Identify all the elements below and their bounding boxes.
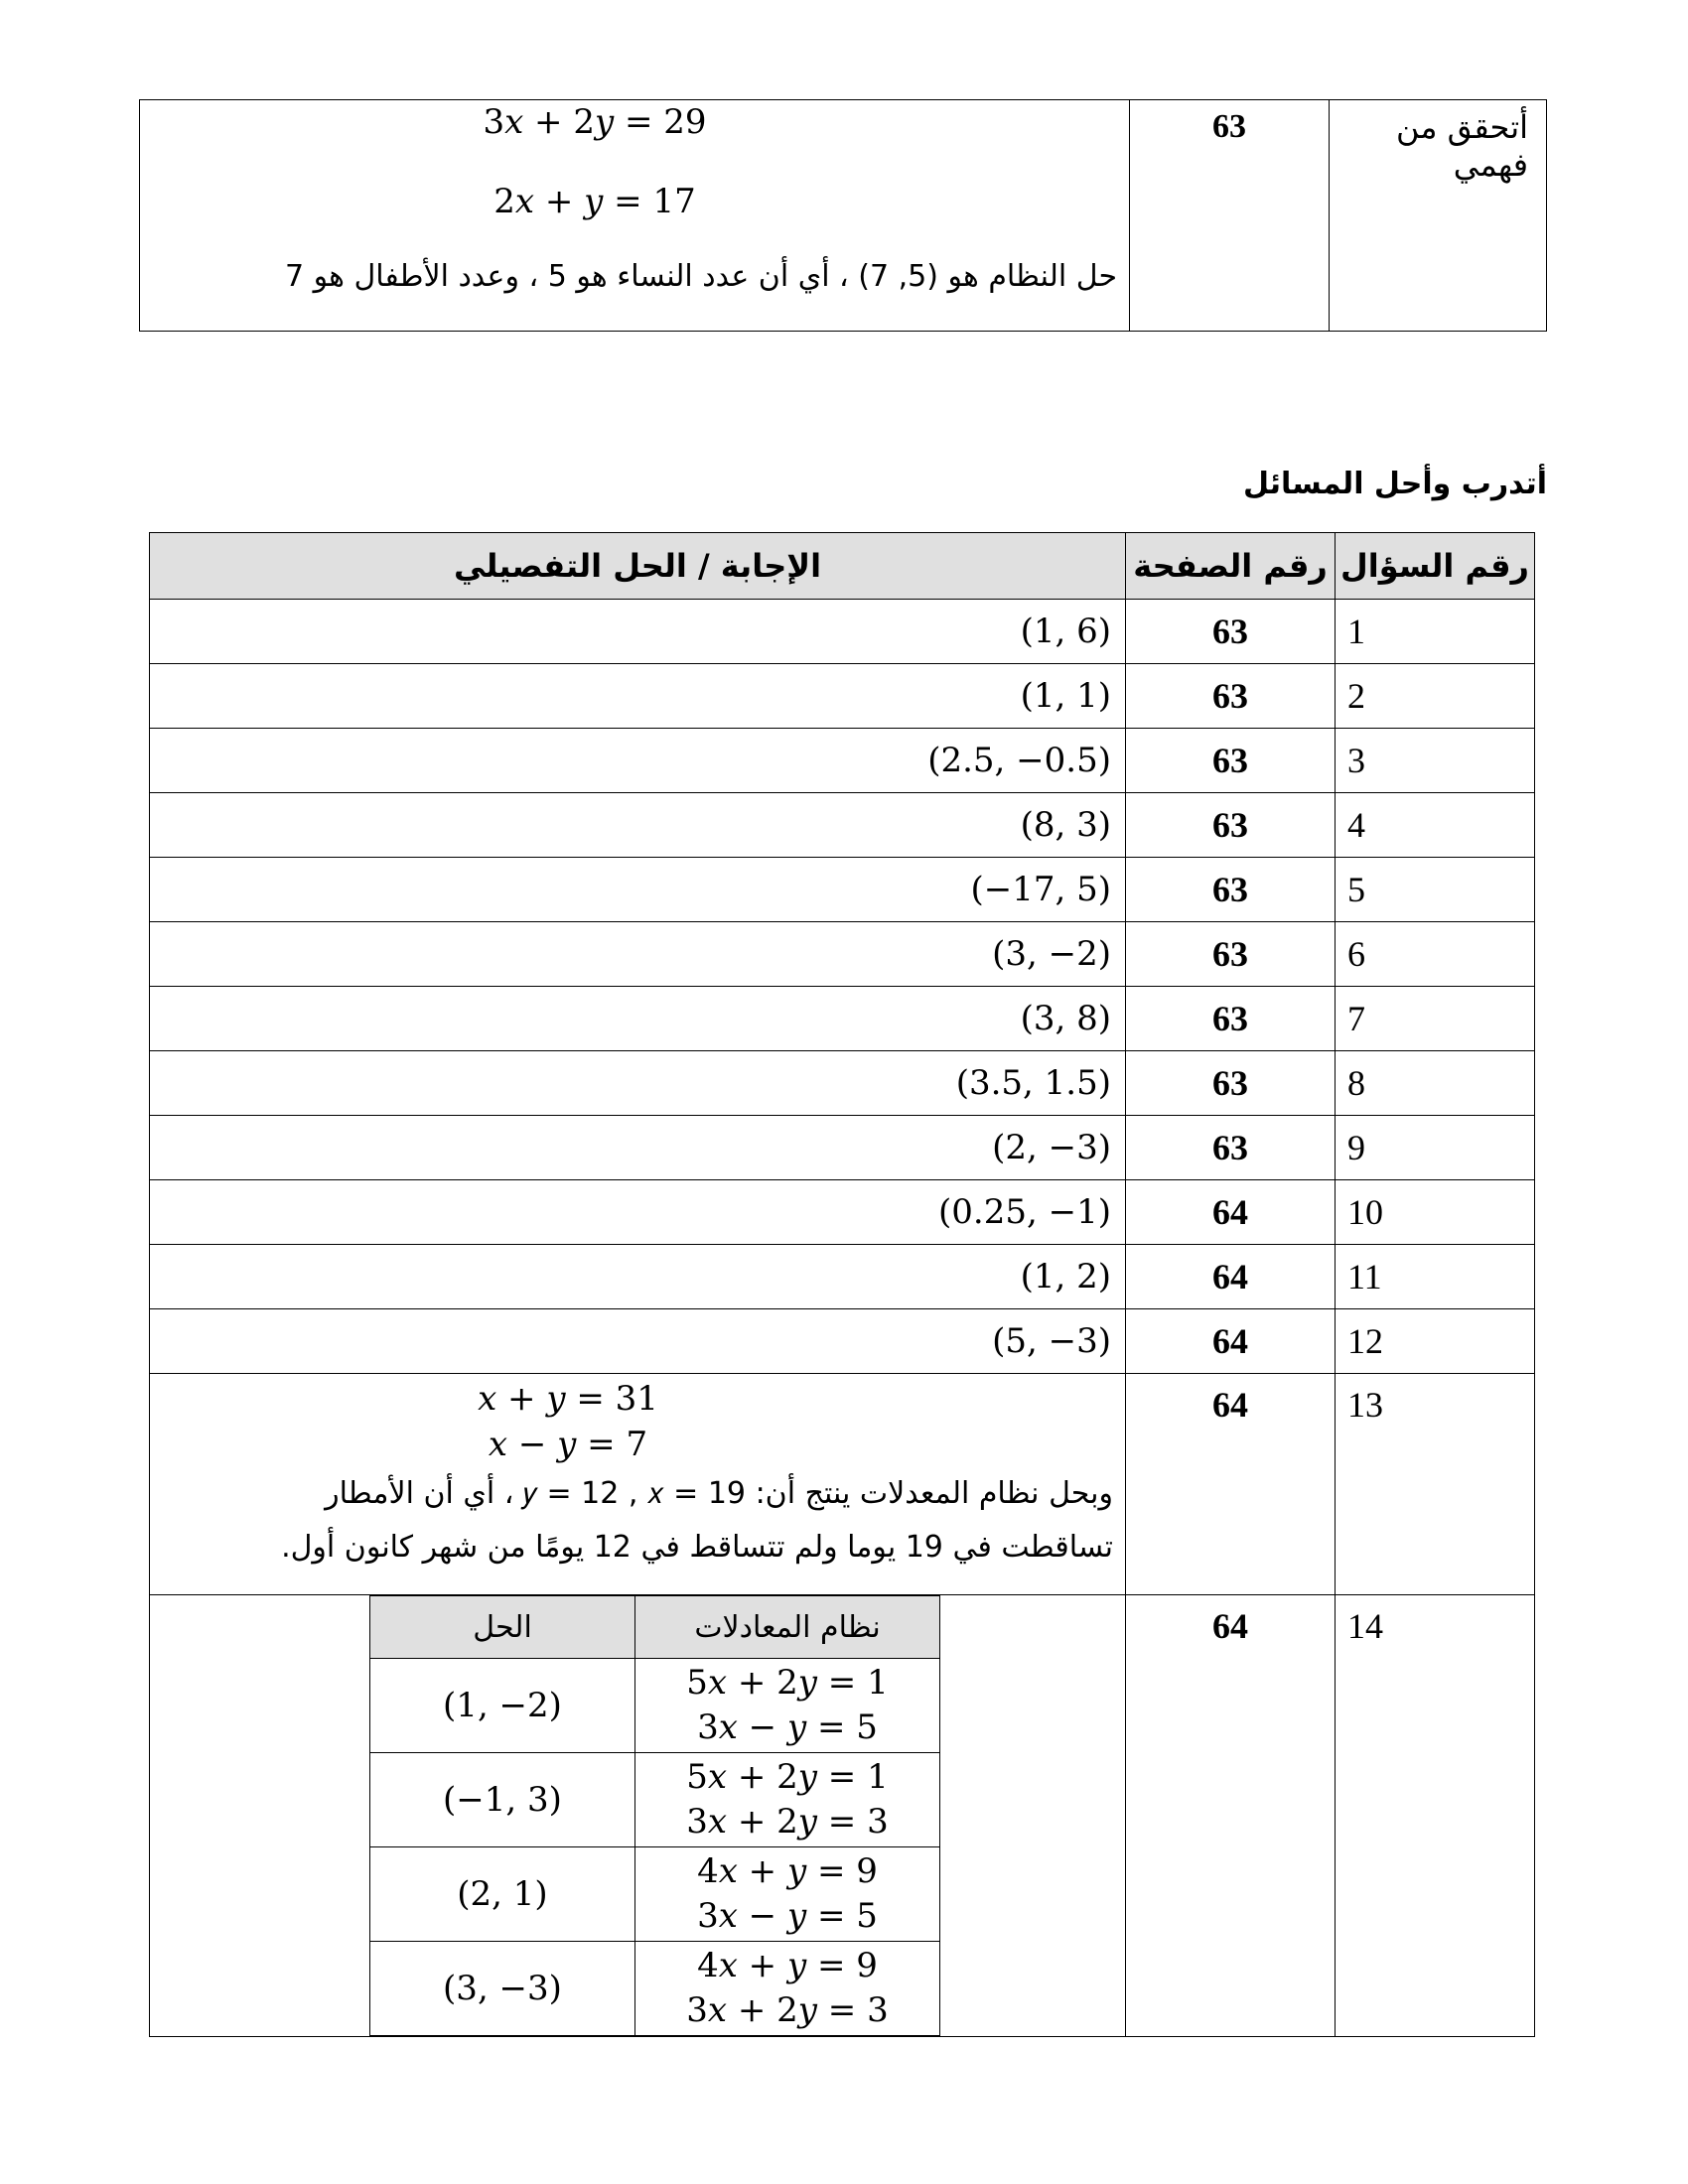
answer-cell <box>150 1595 1126 2037</box>
table-row <box>150 1051 1535 1116</box>
sub-header-row <box>370 1596 940 1659</box>
page-number: 63 <box>1126 1116 1336 1180</box>
question-number: 1 <box>1336 600 1535 664</box>
table-header-row <box>150 533 1535 600</box>
equation: 5𝑥 + 2𝑦 = 1 <box>686 1757 889 1797</box>
answer-cell <box>150 1374 1126 1595</box>
header-question-number: رقم السؤال <box>1336 533 1535 600</box>
answer: (5, −3) <box>150 1309 1126 1374</box>
header-page-number: رقم الصفحة <box>1126 533 1336 600</box>
page-number: 64 <box>1126 1309 1336 1374</box>
solution-line-2: تساقطت في 19 يوما ولم تتساقط في 12 يومًا من شهر كانون أول. <box>281 1530 1113 1565</box>
system-row <box>370 1942 940 2036</box>
header-system: نظام المعادلات <box>635 1596 940 1659</box>
question-number: 14 <box>1336 1595 1535 2037</box>
page-number: 63 <box>1126 858 1336 922</box>
answer: (3, 8) <box>150 987 1126 1051</box>
system-solution: (2, 1) <box>370 1847 635 1942</box>
table-row <box>150 664 1535 729</box>
equation: 3𝑥 − 𝑦 = 5 <box>697 1896 878 1936</box>
table-row <box>150 729 1535 793</box>
answer-cell <box>140 100 1130 332</box>
page-number: 63 <box>1126 664 1336 729</box>
answer: (3, −2) <box>150 922 1126 987</box>
equation: 3𝑥 + 2𝑦 = 3 <box>686 1802 889 1842</box>
table-row-13 <box>150 1374 1535 1595</box>
systems-table <box>369 1595 940 2036</box>
question-number: 5 <box>1336 858 1535 922</box>
equation: 3𝑥 − 𝑦 = 5 <box>697 1707 878 1747</box>
header-solution: الحل <box>370 1596 635 1659</box>
equation-1: 𝑥 + 𝑦 = 31 <box>478 1379 658 1419</box>
question-number: 8 <box>1336 1051 1535 1116</box>
question-number: 12 <box>1336 1309 1535 1374</box>
question-number: 3 <box>1336 729 1535 793</box>
answer: (0.25, −1) <box>150 1180 1126 1245</box>
answer: (1, 6) <box>150 600 1126 664</box>
question-number: 4 <box>1336 793 1535 858</box>
answer: (1, 1) <box>150 664 1126 729</box>
equation-2: 𝑥 − 𝑦 = 7 <box>488 1425 648 1464</box>
table-row <box>150 987 1535 1051</box>
header-answer: الإجابة / الحل التفصيلي <box>150 533 1126 600</box>
page-number: 64 <box>1126 1180 1336 1245</box>
answer: (8, 3) <box>150 793 1126 858</box>
answer: (2, −3) <box>150 1116 1126 1180</box>
equation: 5𝑥 + 2𝑦 = 1 <box>686 1663 889 1703</box>
page-number: 64 <box>1126 1595 1336 2037</box>
question-number: 7 <box>1336 987 1535 1051</box>
system-equations <box>635 1659 940 1753</box>
system-equations <box>635 1942 940 2036</box>
question-number: 9 <box>1336 1116 1535 1180</box>
page-number: 63 <box>1126 987 1336 1051</box>
question-number: 6 <box>1336 922 1535 987</box>
table-row <box>150 793 1535 858</box>
equation: 3𝑥 + 2𝑦 = 3 <box>686 1990 889 2030</box>
equation-1: 3𝑥 + 2𝑦 = 29 <box>483 102 707 142</box>
system-row <box>370 1753 940 1847</box>
page-number: 63 <box>1126 600 1336 664</box>
page-number: 63 <box>1126 793 1336 858</box>
section-heading: أتدرب وأحل المسائل <box>1242 467 1547 501</box>
check-understanding-row <box>140 100 1547 332</box>
system-solution: (−1, 3) <box>370 1753 635 1847</box>
question-number: 11 <box>1336 1245 1535 1309</box>
answer: (2.5, −0.5) <box>150 729 1126 793</box>
answer: (1, 2) <box>150 1245 1126 1309</box>
table-row <box>150 600 1535 664</box>
answer: (3.5, 1.5) <box>150 1051 1126 1116</box>
table-row <box>150 1116 1535 1180</box>
system-solution: (1, −2) <box>370 1659 635 1753</box>
system-equations <box>635 1753 940 1847</box>
page-number: 63 <box>1126 1051 1336 1116</box>
page-number: 63 <box>1126 729 1336 793</box>
table-row <box>150 858 1535 922</box>
page-number: 63 <box>1130 100 1330 332</box>
page-number: 63 <box>1126 922 1336 987</box>
check-understanding-table <box>139 99 1547 332</box>
page-number: 64 <box>1126 1374 1336 1595</box>
equation-2: 2𝑥 + 𝑦 = 17 <box>493 182 696 221</box>
check-understanding-label: أتحقق من فهمي <box>1330 100 1547 332</box>
table-row <box>150 1180 1535 1245</box>
question-number: 10 <box>1336 1180 1535 1245</box>
page-number: 64 <box>1126 1245 1336 1309</box>
table-row <box>150 1245 1535 1309</box>
table-row-14 <box>150 1595 1535 2037</box>
system-row <box>370 1659 940 1753</box>
equation: 4𝑥 + 𝑦 = 9 <box>697 1946 878 1985</box>
system-solution: (3, −3) <box>370 1942 635 2036</box>
question-number: 13 <box>1336 1374 1535 1595</box>
solution-line-1: وبحل نظام المعدلات ينتج أن: 𝑦 = 12 , 𝑥 = 19 ، أي أن الأمطار <box>325 1476 1113 1511</box>
table-row <box>150 922 1535 987</box>
solution-sentence: حل النظام هو (5, 7) ، أي أن عدد النساء هو 5 ، وعدد الأطفال هو 7 <box>284 259 1117 294</box>
system-equations <box>635 1847 940 1942</box>
equation: 4𝑥 + 𝑦 = 9 <box>697 1851 878 1891</box>
exercises-table <box>149 532 1535 2037</box>
answer: (−17, 5) <box>150 858 1126 922</box>
table-row <box>150 1309 1535 1374</box>
system-row <box>370 1847 940 1942</box>
question-number: 2 <box>1336 664 1535 729</box>
